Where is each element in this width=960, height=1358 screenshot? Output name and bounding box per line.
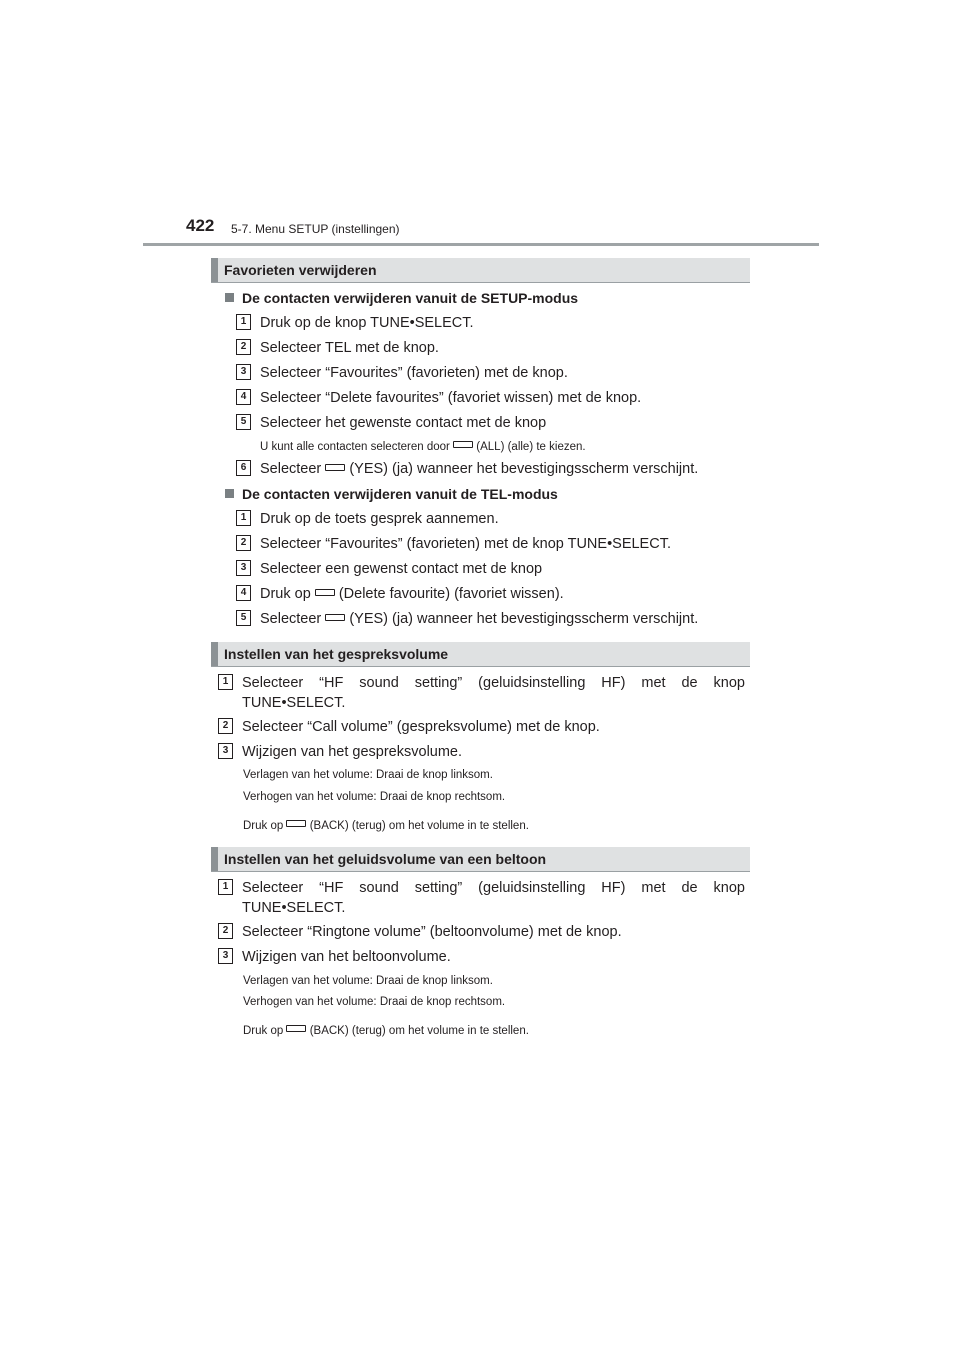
subsection-title-setup: De contacten verwijderen vanuit de SETUP-modus [225, 290, 578, 306]
step-number: 3 [218, 743, 233, 759]
step-text: Selecteer (YES) (ja) wanneer het bevestigingsscherm verschijnt. [260, 461, 699, 477]
step-text: Selecteer “Favourites” (favorieten) met de knop. [260, 365, 568, 381]
step-text: Selecteer “HF sound setting” (geluidsinstelling HF) met de knop [242, 880, 745, 896]
step-number: 3 [236, 560, 251, 576]
square-bullet-icon [225, 293, 234, 302]
step-number: 2 [218, 923, 233, 939]
step-number: 2 [236, 339, 251, 355]
step-number: 5 [236, 414, 251, 430]
button-symbol-icon [453, 441, 473, 448]
subsection-title-tel: De contacten verwijderen vanuit de TEL-modus [225, 486, 558, 502]
button-symbol-icon [286, 820, 306, 827]
chapter-title: 5-7. Menu SETUP (instellingen) [231, 222, 400, 236]
step-number: 4 [236, 585, 251, 601]
step-number: 1 [218, 879, 233, 895]
step-text: Selecteer “HF sound setting” (geluidsinstelling HF) met de knop [242, 675, 745, 691]
step-text: Wijzigen van het gespreksvolume. [242, 744, 463, 760]
step-number: 3 [218, 948, 233, 964]
section-heading-gespreksvolume: Instellen van het gespreksvolume [211, 642, 750, 667]
note-text: Verlagen van het volume: Draai de knop linksom. [243, 769, 493, 781]
step-number: 6 [236, 460, 251, 476]
note-text: Druk op (BACK) (terug) om het volume in te stellen. [243, 1025, 529, 1037]
note-text: Druk op (BACK) (terug) om het volume in te stellen. [243, 820, 529, 832]
step-text: Selecteer “Ringtone volume” (beltoonvolume) met de knop. [242, 924, 622, 940]
step-text: TUNE•SELECT. [242, 900, 346, 916]
step-number: 2 [218, 718, 233, 734]
section-heading-favorieten: Favorieten verwijderen [211, 258, 750, 283]
button-symbol-icon [325, 464, 345, 471]
button-symbol-icon [325, 614, 345, 621]
square-bullet-icon [225, 489, 234, 498]
header-rule [143, 243, 819, 246]
step-number: 3 [236, 364, 251, 380]
button-symbol-icon [286, 1025, 306, 1032]
step-text: TUNE•SELECT. [242, 695, 346, 711]
page-number: 422 [186, 216, 215, 235]
step-text: Selecteer “Favourites” (favorieten) met de knop TUNE•SELECT. [260, 536, 671, 552]
step-text: Druk op (Delete favourite) (favoriet wissen). [260, 586, 564, 602]
note-text: Verlagen van het volume: Draai de knop linksom. [243, 975, 493, 987]
step-text: Selecteer TEL met de knop. [260, 340, 439, 356]
step-text: Selecteer een gewenst contact met de knop [260, 561, 543, 577]
section-heading-beltoon: Instellen van het geluidsvolume van een beltoon [211, 847, 750, 872]
step-text: Selecteer (YES) (ja) wanneer het bevestigingsscherm verschijnt. [260, 611, 699, 627]
step-text: Selecteer “Call volume” (gespreksvolume) met de knop. [242, 719, 600, 735]
button-symbol-icon [315, 589, 335, 596]
step-text: Wijzigen van het beltoonvolume. [242, 949, 451, 965]
note-text: Verhogen van het volume: Draai de knop rechtsom. [243, 996, 506, 1008]
step-text: Druk op de toets gesprek aannemen. [260, 511, 499, 527]
step-number: 4 [236, 389, 251, 405]
step-text: Druk op de knop TUNE•SELECT. [260, 315, 474, 331]
step-number: 1 [236, 314, 251, 330]
step-number: 1 [218, 674, 233, 690]
step-text: Selecteer “Delete favourites” (favoriet wissen) met de knop. [260, 390, 642, 406]
step-number: 1 [236, 510, 251, 526]
note-text: U kunt alle contacten selecteren door (ALL) (alle) te kiezen. [260, 441, 586, 453]
step-text: Selecteer het gewenste contact met de knop [260, 415, 547, 431]
step-number: 2 [236, 535, 251, 551]
step-number: 5 [236, 610, 251, 626]
note-text: Verhogen van het volume: Draai de knop rechtsom. [243, 791, 506, 803]
